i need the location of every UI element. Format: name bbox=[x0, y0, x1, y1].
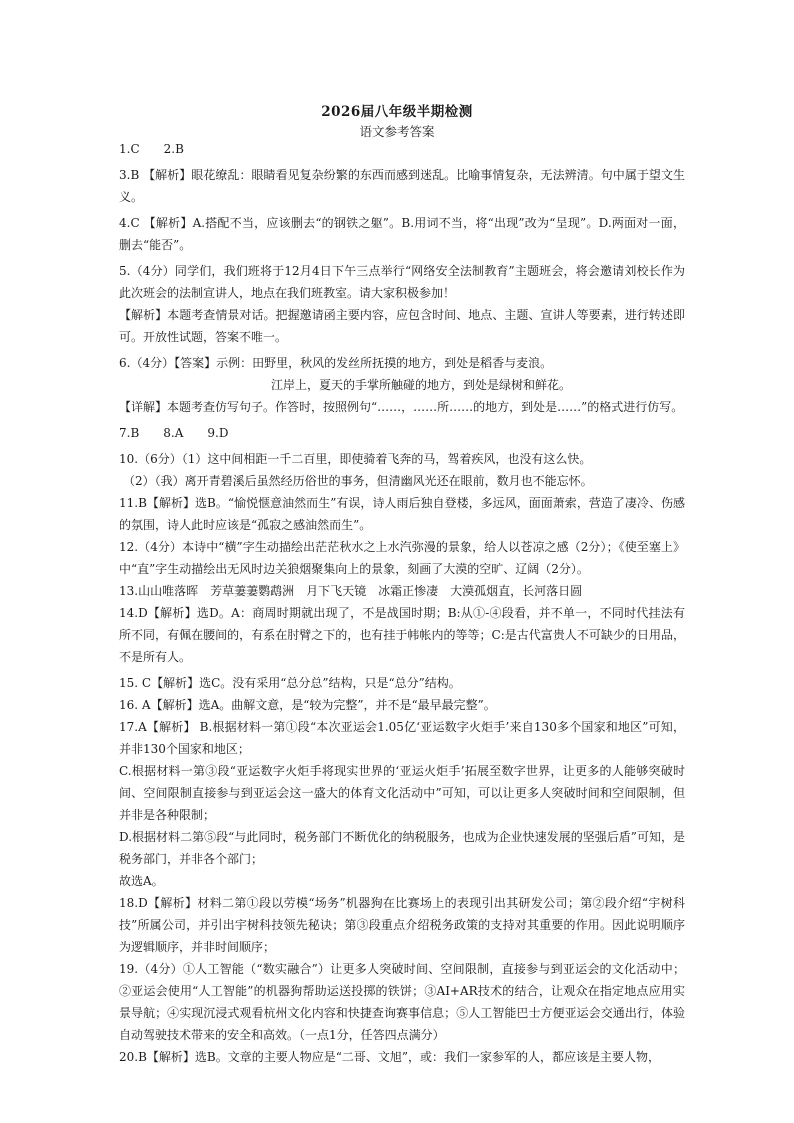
answer-17-c: C.根据材料一第③段“亚运数字火炬手将现实世界的‘亚运火炬手’拓展至数字世界，让更多的人能够突破时间、空间限制直接参与到亚运会这一盛大的体育文化活动中”可知，可以让更多人突破时间和空间限制，但并非是各种限制； bbox=[119, 764, 685, 822]
answer-11: 11.B【解析】选B。“愉悦惬意油然而生”有误，诗人雨后独自登楼，多远风，面面萧索，营造了凄冷、伤感的氛围，诗人此时应该是“孤寂之感油然而生”。 bbox=[119, 496, 685, 532]
answer-5-analysis: 【解析】本题考查情景对话。把握邀请函主要内容，应包含时间、地点、主题、宣讲人等要素，进行转述即可。开放性试题，答案不唯一。 bbox=[119, 308, 685, 344]
answer-7-9: 7.B 8.A 9.D bbox=[119, 426, 229, 440]
answer-16: 16. A【解析】选A。曲解文意，是“较为完整”，并不是“最早最完整”。 bbox=[119, 698, 496, 712]
answer-10-1: 10.（6分）（1）这中间相距一千二百里，即使骑着飞奔的马，驾着疾风，也没有这么快。 bbox=[119, 452, 592, 466]
answer-17-d: D.根据材料二第⑤段“与此同时，税务部门不断优化的纳税服务，也成为企业快速发展的坚强后盾”可知，是税务部门，并非各个部门； bbox=[119, 830, 685, 866]
answer-19: 19.（4分）①人工智能（“数实融合”）让更多人突破时间、空间限制，直接参与到亚运会的文化活动中；②亚运会使用“人工智能”的机器狗帮助运送投掷的铁饼；③AI+AR技术的结合，让观众在指定地点应用实景导航；④实现沉浸式观看杭州文化内容和快捷查询赛事信息；⑤人工智能巴士方便亚运会交通出行，体验自动驾驶技术带来的安全和高效。（一点1分，任答四点满分） bbox=[119, 962, 685, 1042]
answer-13: 13.山山唯落晖 芳草萋萋鹦鹉洲 月下飞天镜 冰霜正惨凄 大漠孤烟直，长河落日圆 bbox=[119, 584, 583, 598]
answer-14: 14.D【解析】选D。A：商周时期就出现了，不是战国时期；B:从①-④段看，并不单一，不同时代挂法有所不同，有佩在腰间的，有系在肘臂之下的，也有挂于帏帐内的等等；C:是古代富贵人不可缺少的日用品，不是所有人。 bbox=[119, 606, 685, 664]
answer-20: 20.B【解析】选B。文章的主要人物应是“二哥、文旭”，或：我们一家参军的人，都应该是主要人物， bbox=[119, 1050, 660, 1064]
answer-6-analysis: 【详解】本题考查仿写句子。作答时，按照例句“……，……所……的地方，到处是……”的格式进行仿写。 bbox=[119, 400, 684, 414]
answer-3: 3.B 【解析】眼花缭乱：眼睛看见复杂纷繁的东西而感到迷乱。比喻事情复杂，无法辨清。句中属于望文生义。 bbox=[119, 168, 685, 204]
answer-5: 5.（4分）同学们，我们班将于12月4日下午三点举行“网络安全法制教育”主题班会，将会邀请刘校长作为此次班会的法制宣讲人，地点在我们班教室。请大家积极参加！ bbox=[119, 264, 685, 300]
answer-18: 18.D【解析】材料二第①段以劳模“场务”机器狗在比赛场上的表现引出其研发公司；第②段介绍“宇树科技”所属公司，并引出宇树科技领先秘诀；第③段重点介绍税务政策的支持对其重要的作用。因此说明顺序为逻辑顺序，并非时间顺序； bbox=[119, 896, 685, 954]
answer-17: 17.A【解析】 B.根据材料一第①段“本次亚运会1.05亿‘亚运数字火炬手’来自130多个国家和地区”可知，并非130个国家和地区； bbox=[119, 720, 685, 756]
document-title: 2026届八年级半期检测 bbox=[321, 104, 473, 120]
answer-15: 15. C【解析】选C。没有采用“总分总”结构，只是“总分”结构。 bbox=[119, 676, 461, 690]
answer-list bbox=[119, 138, 685, 1068]
answer-6: 6.（4分）【答案】示例：田野里，秋风的发丝所抚摸的地方，到处是稻香与麦浪。 bbox=[119, 356, 553, 370]
answer-12: 12.（4分）本诗中“横”字生动描绘出茫茫秋水之上水汽弥漫的景象，给人以苍凉之感（2分）；《使至塞上》中“直”字生动描绘出无风时边关狼烟聚集向上的景象，刻画了大漠的空旷、辽阔（2分）。 bbox=[119, 540, 685, 576]
answer-1-2: 1.C 2.B bbox=[119, 142, 184, 156]
answer-10-2: （2）（我）离开青碧溪后虽然经历俗世的事务，但清幽风光还在眼前，数月也不能忘怀。 bbox=[123, 474, 593, 488]
answer-6-example-2: 江岸上，夏天的手掌所触碰的地方，到处是绿树和鲜花。 bbox=[271, 378, 572, 392]
document-subtitle: 语文参考答案 bbox=[359, 124, 435, 139]
answer-17-conclusion: 故选A。 bbox=[119, 874, 164, 888]
answer-4: 4.C 【解析】A.搭配不当，应该删去“的钢铁之躯”。B.用词不当，将“出现”改为“呈现”。D.两面对一面，删去“能否”。 bbox=[119, 216, 685, 252]
